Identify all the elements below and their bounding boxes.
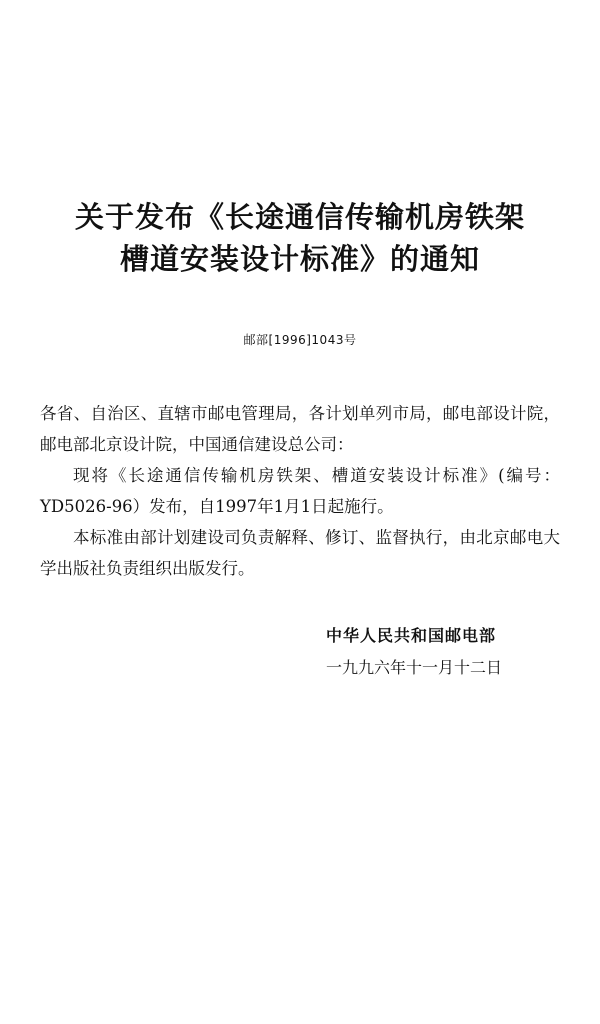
document-title-line-1: 关于发布《长途通信传输机房铁架 <box>74 200 525 234</box>
document-number: 邮部[1996]1043号 <box>243 333 357 347</box>
addressees-paragraph: 各省、自治区、直辖市邮电管理局，各计划单列市局，邮电部设计院，邮电部北京设计院，中国通信建设总公司： <box>40 404 560 454</box>
body-paragraph-2: 本标准由部计划建设司负责解释、修订、监督执行，由北京邮电大学出版社负责组织出版发行。 <box>40 528 560 578</box>
document-body <box>40 398 560 584</box>
document-title-line-2: 槽道安装设计标准》的通知 <box>119 242 480 276</box>
body-paragraph-1: 现将《长途通信传输机房铁架、槽道安装设计标准》(编号：YD5026-96）发布，自1997年1月1日起施行。 <box>40 466 560 516</box>
signature-block <box>326 620 502 684</box>
issuing-organization: 中华人民共和国邮电部 <box>326 626 497 645</box>
issue-date: 一九九六年十一月十二日 <box>326 658 503 677</box>
